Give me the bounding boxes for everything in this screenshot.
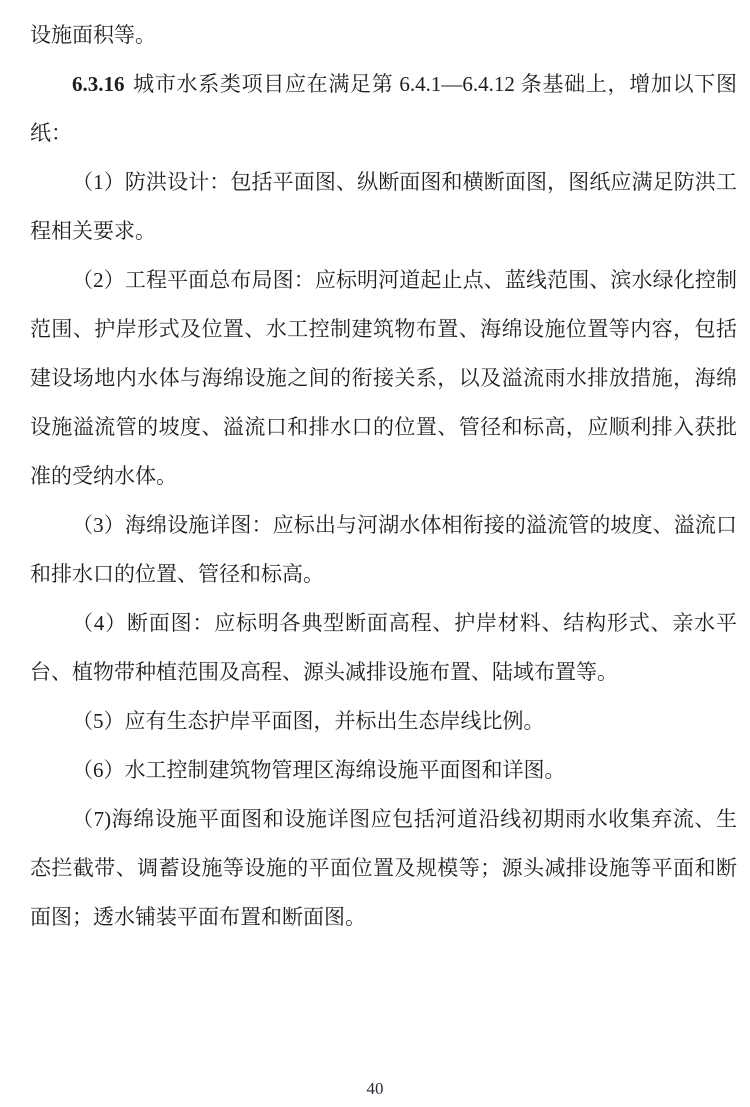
page-number: 40 — [366, 1079, 384, 1098]
list-item-6: （6）水工控制建筑物管理区海绵设施平面图和详图。 — [72, 758, 566, 782]
paragraph-continuation: 设施面积等。 — [30, 23, 156, 47]
clause-paragraph — [30, 60, 737, 158]
list-item-2: （2）工程平面总布局图：应标明河道起止点、蓝线范围、滨水绿化控制范围、护岸形式及位置、水工控制建筑物布置、海绵设施位置等内容，包括建设场地内水体与海绵设施之间的衔接关系，以及溢流雨水排放措施，海绵设施溢流管的坡度、溢流口和排水口的位置、管径和标高，应顺利排入获批准的受纳水体。 — [30, 268, 737, 488]
clause-text: 城市水系类项目应在满足第 6.4.1—6.4.12 条基础上，增加以下图纸： — [30, 72, 737, 145]
list-item-3: （3）海绵设施详图：应标出与河湖水体相衔接的溢流管的坡度、溢流口和排水口的位置、管径和标高。 — [30, 513, 737, 586]
list-item-4: （4）断面图：应标明各典型断面高程、护岸材料、结构形式、亲水平台、植物带种植范围及高程、源头减排设施布置、陆域布置等。 — [30, 611, 737, 684]
list-item-5: （5）应有生态护岸平面图，并标出生态岸线比例。 — [72, 709, 545, 733]
list-item-7: （7)海绵设施平面图和设施详图应包括河道沿线初期雨水收集弃流、生态拦截带、调蓄设施等设施的平面位置及规模等；源头减排设施等平面和断面图；透水铺装平面布置和断面图。 — [30, 807, 737, 929]
list-item-1: （1）防洪设计：包括平面图、纵断面图和横断面图，图纸应满足防洪工程相关要求。 — [30, 170, 737, 243]
clause-number: 6.3.16 — [72, 72, 125, 96]
